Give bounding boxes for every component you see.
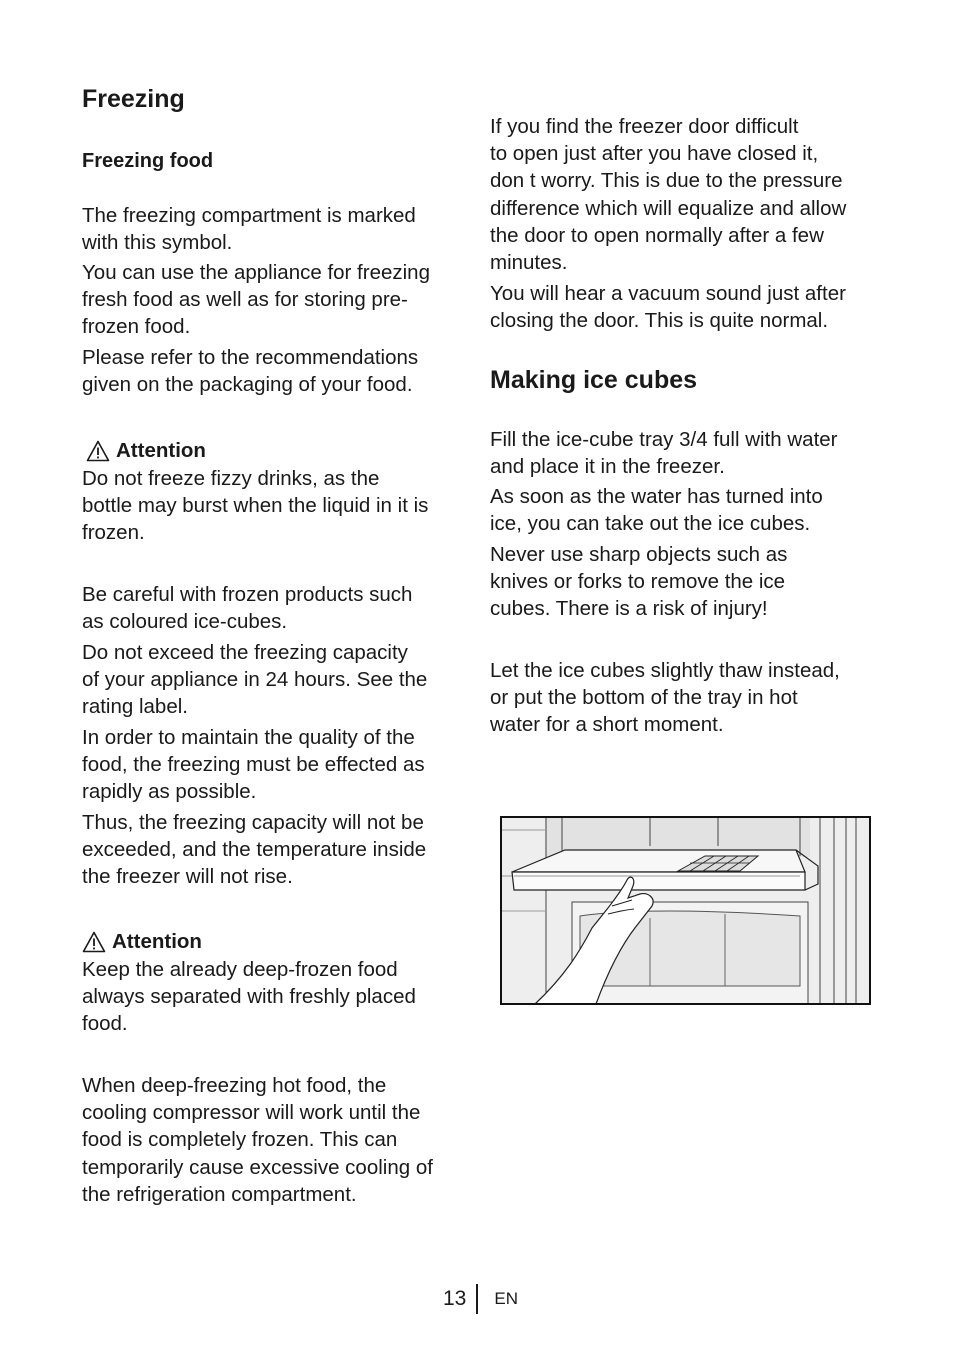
paragraph-appliance-use: You can use the appliance for freezing fresh food as well as for storing pre- frozen food.	[82, 261, 430, 339]
paragraph-freezing-capacity: Do not exceed the freezing capacity of your appliance in 24 hours. See the rating label.	[82, 641, 428, 719]
paragraph-frozen-products: Be careful with frozen products such as coloured ice-cubes.	[82, 583, 413, 634]
warning-triangle-icon	[82, 931, 106, 953]
subsection-title-freezing-food: Freezing food	[82, 150, 214, 172]
section-title-ice-cubes: Making ice cubes	[490, 366, 698, 394]
ice-tray-drawing	[500, 816, 871, 1005]
attention-label: Attention	[112, 930, 202, 953]
paragraph-fill-tray: Fill the ice-cube tray 3/4 full with water and place it in the freezer.	[490, 428, 838, 479]
paragraph-temperature: Thus, the freezing capacity will not be exceeded, and the temperature inside the freezer will not rise.	[82, 811, 427, 889]
page-number: 13	[443, 1287, 467, 1310]
paragraph-quality: In order to maintain the quality of the food, the freezing must be effected as rapidly as possible.	[82, 726, 425, 804]
paragraph-recommendations: Please refer to the recommendations given on the packaging of your food.	[82, 346, 419, 397]
paragraph-door-difficult: If you find the freezer door difficult to open just after you have closed it, don t worry. This is due to the pressure difference which will equalize and allow the door to open normally after a few minutes.	[490, 115, 847, 275]
attention-heading-1	[86, 438, 206, 464]
paragraph-vacuum-sound: You will hear a vacuum sound just after closing the door. This is quite normal.	[490, 282, 846, 333]
paragraph-sharp-objects: Never use sharp objects such as knives or forks to remove the ice cubes. There is a risk of injury!	[490, 543, 788, 621]
paragraph-thaw: Let the ice cubes slightly thaw instead, or put the bottom of the tray in hot water for a short moment.	[490, 659, 840, 737]
page-footer	[443, 1284, 518, 1314]
attention-text-fizzy-drinks: Do not freeze fizzy drinks, as the bottle may burst when the liquid in it is frozen.	[82, 467, 429, 545]
attention-text-separate-food: Keep the already deep-frozen food always separated with freshly placed food.	[82, 958, 416, 1036]
paragraph-take-out: As soon as the water has turned into ice, you can take out the ice cubes.	[490, 485, 823, 536]
section-title-freezing: Freezing	[82, 85, 185, 113]
warning-triangle-icon	[86, 440, 110, 462]
language-code: EN	[494, 1289, 518, 1308]
attention-heading-2	[82, 929, 202, 955]
ice-tray-illustration	[500, 816, 871, 1005]
paragraph-hot-food: When deep-freezing hot food, the cooling compressor will work until the food is completely frozen. This can temporarily cause excessive cooling of the refrigeration compartment.	[82, 1074, 433, 1206]
footer-divider	[476, 1284, 478, 1314]
paragraph-symbol: The freezing compartment is marked with this symbol.	[82, 204, 416, 255]
attention-label: Attention	[116, 439, 206, 462]
